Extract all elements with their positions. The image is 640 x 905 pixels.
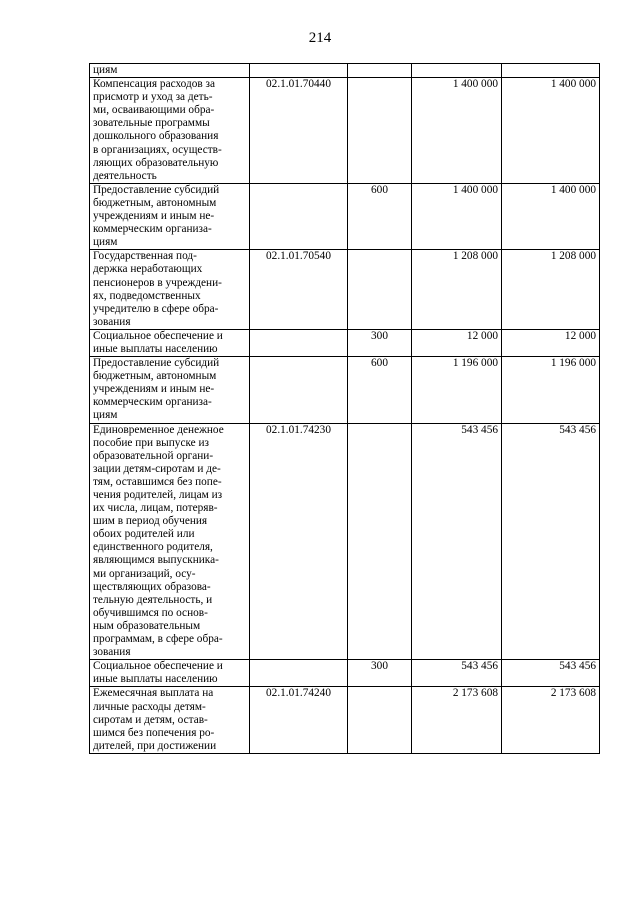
table-row	[90, 183, 600, 249]
row-vr	[348, 423, 412, 660]
page-number: 214	[308, 30, 332, 46]
row-name	[90, 78, 250, 184]
row-name-text: Социальное обеспечение и иные выплаты населению	[93, 329, 223, 355]
row-vr	[348, 687, 412, 753]
row-sum-1: 12 000	[412, 329, 502, 356]
row-code	[250, 357, 348, 423]
row-vr: 600	[348, 357, 412, 423]
row-sum-2: 1 400 000	[502, 183, 600, 249]
row-sum-1: 2 173 608	[412, 687, 502, 753]
row-name-text: Единовременное денежное пособие при выпуске из образовательной органи- зации детям-сиротам и де- тям, оставшимся без попе- чения родителей, лицам из их числа, лицам, потеряв- шим в период обучения обоих родителей или единственного родителя, являющимся выпускника- ми организаций, осу- ществляющих образова- тельную деятельность, и обучившимся по основ- ным образовательным программам, в сфере обра- зования	[93, 423, 224, 659]
row-name	[90, 64, 250, 78]
row-code	[250, 329, 348, 356]
row-name-text: Ежемесячная выплата на личные расходы детям- сиротам и детям, остав- шимся без попечения ро- дителей, при достижении	[93, 687, 217, 752]
row-sum-1: 1 208 000	[412, 250, 502, 330]
row-name	[90, 183, 250, 249]
row-name-text: Предоставление субсидий бюджетным, автономным учреждениям и иным не- коммерческим организа- циям	[93, 183, 220, 249]
row-vr	[348, 64, 412, 78]
row-vr: 300	[348, 660, 412, 687]
row-sum-1: 1 196 000	[412, 357, 502, 423]
row-name	[90, 423, 250, 660]
row-code: 02.1.01.70540	[250, 250, 348, 330]
row-name	[90, 250, 250, 330]
row-sum-1	[412, 64, 502, 78]
table-row	[90, 78, 600, 184]
row-sum-1: 1 400 000	[412, 78, 502, 184]
row-code: 02.1.01.74240	[250, 687, 348, 753]
row-sum-2: 543 456	[502, 423, 600, 660]
row-sum-2: 543 456	[502, 660, 600, 687]
row-name	[90, 357, 250, 423]
row-sum-2	[502, 64, 600, 78]
row-name	[90, 687, 250, 753]
table-row	[90, 660, 600, 687]
row-code	[250, 183, 348, 249]
row-sum-2: 1 400 000	[502, 78, 600, 184]
row-name-text: Предоставление субсидий бюджетным, автономным учреждениям и иным не- коммерческим организа- циям	[93, 357, 220, 422]
row-name-text: Социальное обеспечение и иные выплаты населению	[93, 660, 223, 686]
row-name-text: циям	[93, 64, 118, 76]
row-sum-2: 12 000	[502, 329, 600, 356]
row-name-text: Компенсация расходов за присмотр и уход за деть- ми, осваивающими обра- зовательные программы дошкольного образования в организациях, осуществ- ляющих образовательную деятельность	[93, 78, 222, 182]
row-sum-2: 1 208 000	[502, 250, 600, 330]
row-sum-2: 2 173 608	[502, 687, 600, 753]
table-row	[90, 423, 600, 660]
row-code: 02.1.01.70440	[250, 78, 348, 184]
row-vr	[348, 250, 412, 330]
budget-table	[89, 63, 600, 754]
row-name	[90, 329, 250, 356]
table-row	[90, 64, 600, 78]
row-code	[250, 660, 348, 687]
row-name	[90, 660, 250, 687]
table-row	[90, 250, 600, 330]
table-row	[90, 357, 600, 423]
table-row	[90, 687, 600, 753]
row-name-text: Государственная под- держка неработающих пенсионеров в учреждени- ях, подведомственных учредителю в сфере обра- зования	[93, 250, 222, 328]
table-row	[90, 329, 600, 356]
row-sum-1: 543 456	[412, 660, 502, 687]
row-vr	[348, 78, 412, 184]
row-sum-1: 1 400 000	[412, 183, 502, 249]
row-code: 02.1.01.74230	[250, 423, 348, 660]
row-vr: 300	[348, 329, 412, 356]
row-vr: 600	[348, 183, 412, 249]
row-sum-2: 1 196 000	[502, 357, 600, 423]
row-code	[250, 64, 348, 78]
row-sum-1: 543 456	[412, 423, 502, 660]
